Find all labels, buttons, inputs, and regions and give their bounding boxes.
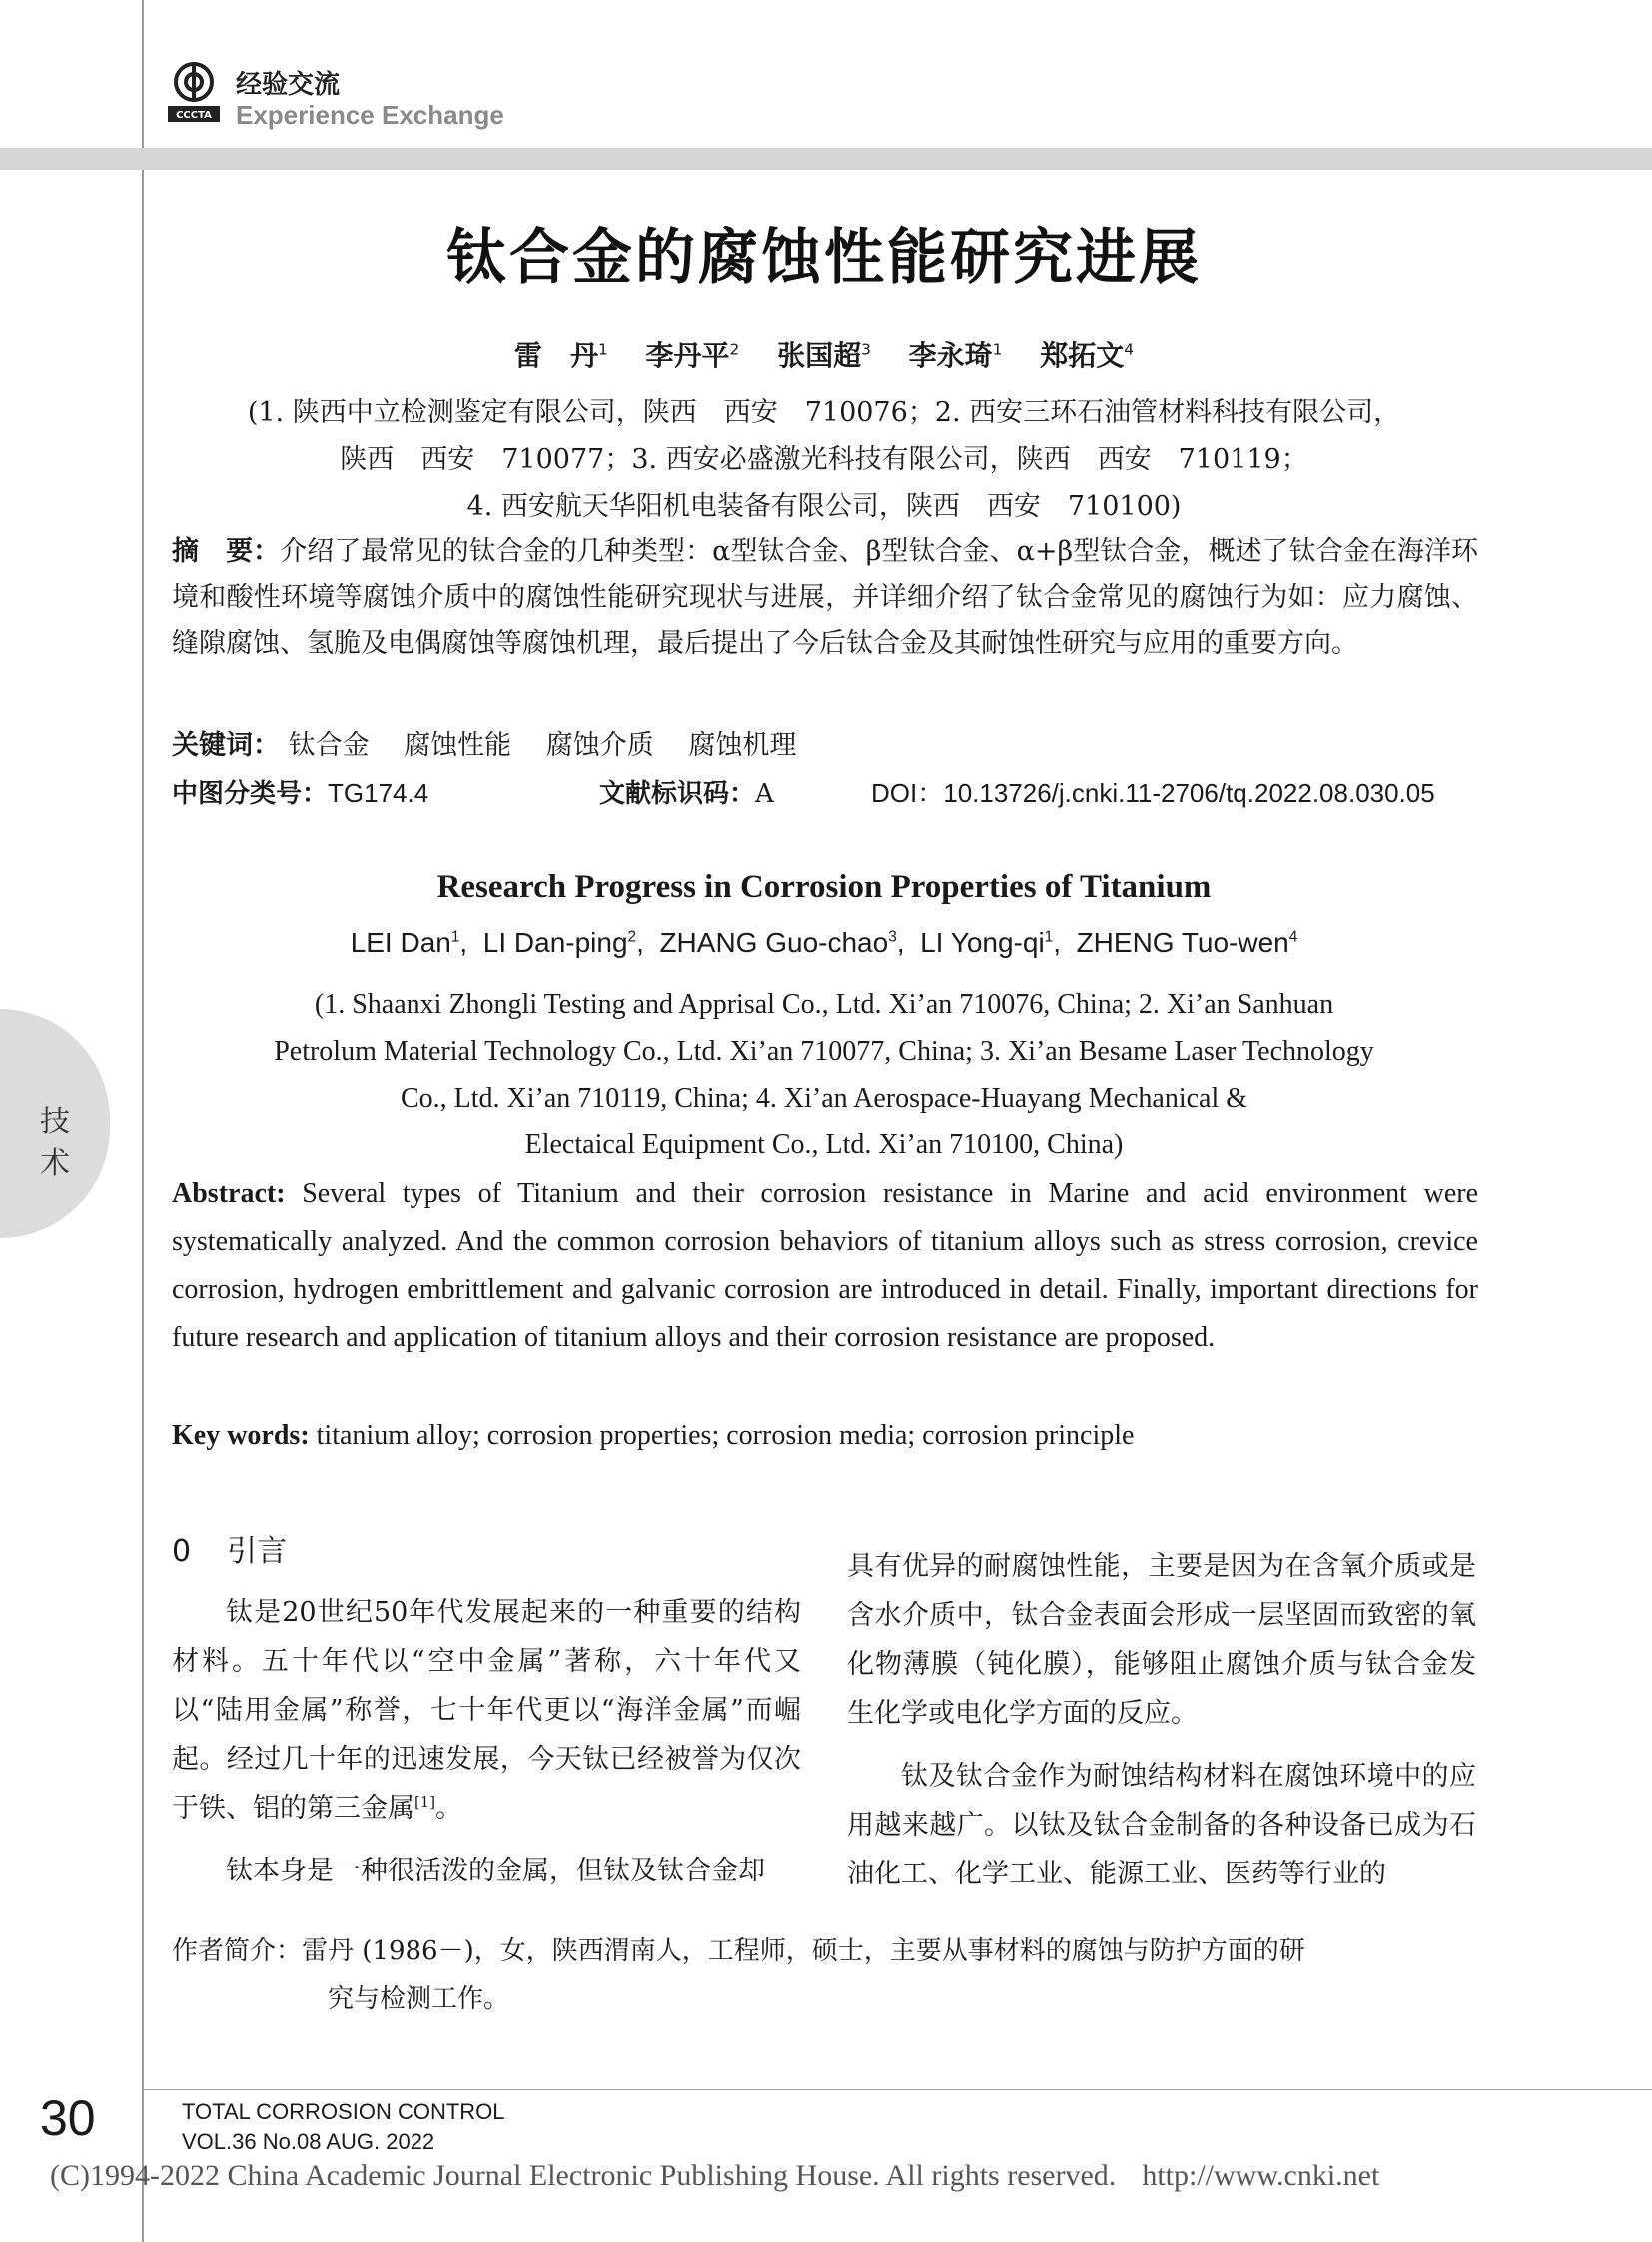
authors-en: LEI Dan$^1$, LI Dan-ping$^2$, ZHANG Guo-chao$^3$, LI Yong-$qi^1$, ZHENG Tuo-wen$^4$ xyxy=(350,927,1298,958)
copyright-text: (C)1994-2022 China Academic Journal Electronic Publishing House. All rights reserved. xyxy=(50,2159,1117,2192)
paper-title-en: Research Progress in Corrosion Properties of Titanium xyxy=(436,869,1212,905)
logo-text: CCCTA xyxy=(176,110,212,121)
affiliation-line: 陕西 西安 710077；3. 西安必盛激光科技有限公司，陕西 西安 710119； xyxy=(340,444,1308,475)
author: LI Dan-ping$^2$ xyxy=(482,927,637,958)
abstract-text: 介绍了最常见的钛合金的几种类型：α型钛合金、β型钛合金、α+β型钛合金，概述了钛合金在海洋环境和酸性环境等腐蚀介质中的腐蚀性能研究现状与进展，并详细介绍了钛合金常见的腐蚀行为如：应力腐蚀、缝隙腐蚀、氢脆及电偶腐蚀等腐蚀机理，最后提出了今后钛合金及其耐蚀性研究与应用的重要方向。 xyxy=(172,536,1478,659)
author: ZHANG Guo-chao$^3$ xyxy=(659,927,897,958)
affiliation-line: (1. 陕西中立检测鉴定有限公司，陕西 西安 710076；2. 西安三环石油管材料科技有限公司， xyxy=(247,397,1401,428)
keywords-cn xyxy=(172,723,1478,769)
affiliation-line: Petrolum Material Technology Co., Ltd. Xi’an 710077, China; 3. Xi’an Besame Laser Technology xyxy=(274,1036,1374,1067)
journal-name: TOTAL CORROSION CONTROL xyxy=(182,2099,505,2124)
footer-rule xyxy=(142,2089,1652,2090)
section-heading-text: 引言 xyxy=(227,1534,288,1569)
keyword: 钛合金 xyxy=(288,730,370,761)
author: 李丹平$^2$ xyxy=(645,339,740,372)
author-note xyxy=(172,1927,1480,2023)
affiliation-line: Electaical Equipment Co., Ltd. Xi’an 710100, China) xyxy=(524,1129,1124,1160)
author: 雷 丹$^1$ xyxy=(513,339,608,372)
author: ZHENG Tuo-wen$^4$ xyxy=(1076,927,1298,958)
cnki-link[interactable]: http://www.cnki.net xyxy=(1142,2159,1380,2192)
side-tab xyxy=(0,1009,110,1238)
author: LEI Dan$^1$ xyxy=(350,927,460,958)
abstract-label: Abstract: xyxy=(172,1178,286,1209)
section-title-cn: 经验交流 xyxy=(236,70,341,100)
author: 郑拓文$^4$ xyxy=(1040,339,1135,372)
document-code: 文献标识码：A xyxy=(599,779,774,809)
page-number: 30 xyxy=(40,2090,96,2146)
abstract-text: Several types of Titanium and their corrosion resistance in Marine and acid environment were systematically analyzed. And the common corrosion behaviors of titanium alloys such as stress corrosion, crevice corrosion, hydrogen embrittlement and galvanic corrosion are introduced in detail. Finally, important directions for future research and application of titanium alloys and their corrosion resistance are proposed. xyxy=(172,1178,1479,1353)
affiliations-en xyxy=(160,981,1488,1168)
section-number: 0 xyxy=(172,1534,192,1569)
cccta-logo-icon xyxy=(168,60,220,122)
authors-cn xyxy=(160,334,1488,374)
citation: [1] xyxy=(414,1793,436,1811)
body-column-left xyxy=(172,1588,801,1909)
journal-issue: VOL.36 No.08 AUG. 2022 xyxy=(182,2129,435,2154)
journal-info xyxy=(182,2097,505,2157)
keywords-label: 关键词： xyxy=(172,730,280,761)
author-note-line: 究与检测工作。 xyxy=(328,1984,510,2014)
section-heading xyxy=(172,1526,287,1570)
author: LI Yong-$qi^1$ xyxy=(920,927,1054,958)
affiliation-line: Co., Ltd. Xi’an 710119, China; 4. Xi’an Aerospace-Huayang Mechanical & xyxy=(400,1083,1248,1114)
paragraph: 钛本身是一种很活泼的金属，但钛及钛合金却 xyxy=(226,1856,765,1886)
affiliation-line: (1. Shaanxi Zhongli Testing and Apprisal Co., Ltd. Xi’an 710076, China; 2. Xi’an Sanhuan xyxy=(314,989,1334,1020)
abstract-cn xyxy=(172,529,1478,667)
paper-title-cn: 钛合金的腐蚀性能研究进展 xyxy=(446,223,1202,293)
affiliations-cn xyxy=(160,389,1488,530)
abstract-label: 摘 要： xyxy=(172,536,281,567)
copyright-watermark xyxy=(50,2159,1379,2193)
margin-rule xyxy=(142,0,144,2242)
author: 李永琦$^1$ xyxy=(908,339,1003,372)
keyword: 腐蚀机理 xyxy=(688,730,797,761)
doi: DOI：10.13726/j.cnki.11-2706/tq.2022.08.030.05 xyxy=(871,778,1435,808)
keyword: 腐蚀性能 xyxy=(404,730,512,761)
header-band xyxy=(0,148,1652,170)
author: 张国超$^3$ xyxy=(777,339,871,372)
paragraph: 钛是20世纪50年代发展起来的一种重要的结构材料。五十年代以“空中金属”著称，六十年代又以“陆用金属”称誉，七十年代更以“海洋金属”而崛起。经过几十年的迅速发展，今天钛已经被誉为仅次于铁、铝的第三金属[1]。 xyxy=(172,1597,801,1824)
affiliation-line: 4. 西安航天华阳机电装备有限公司，陕西 西安 710100) xyxy=(466,491,1182,522)
side-tab-char: 术 xyxy=(40,1146,70,1181)
section-title-en: Experience Exchange xyxy=(236,100,504,130)
keywords-en xyxy=(172,1413,1478,1459)
paragraph: 钛及钛合金作为耐蚀结构材料在腐蚀环境中的应用越来越广。以钛及钛合金制备的各种设备已成为石油化工、化学工业、能源工业、医药等行业的 xyxy=(847,1761,1476,1889)
author-note-line: 作者简介：雷丹 (1986－)，女，陕西渭南人，工程师，硕士，主要从事材料的腐蚀与防护方面的研 xyxy=(172,1936,1305,1966)
keywords-text: titanium alloy; corrosion properties; corrosion media; corrosion principle xyxy=(316,1420,1135,1451)
abstract-en xyxy=(172,1170,1478,1362)
clc-number: 中图分类号：TG174.4 xyxy=(172,778,429,809)
paragraph: 具有优异的耐腐蚀性能，主要是因为在含氧介质或是含水介质中，钛合金表面会形成一层坚固而致密的氧化物薄膜（钝化膜），能够阻止腐蚀介质与钛合金发生化学或电化学方面的反应。 xyxy=(847,1551,1476,1729)
side-tab-char: 技 xyxy=(40,1105,70,1139)
body-column-right xyxy=(847,1542,1476,1912)
keyword: 腐蚀介质 xyxy=(545,730,654,761)
keywords-label: Key words: xyxy=(172,1420,310,1451)
